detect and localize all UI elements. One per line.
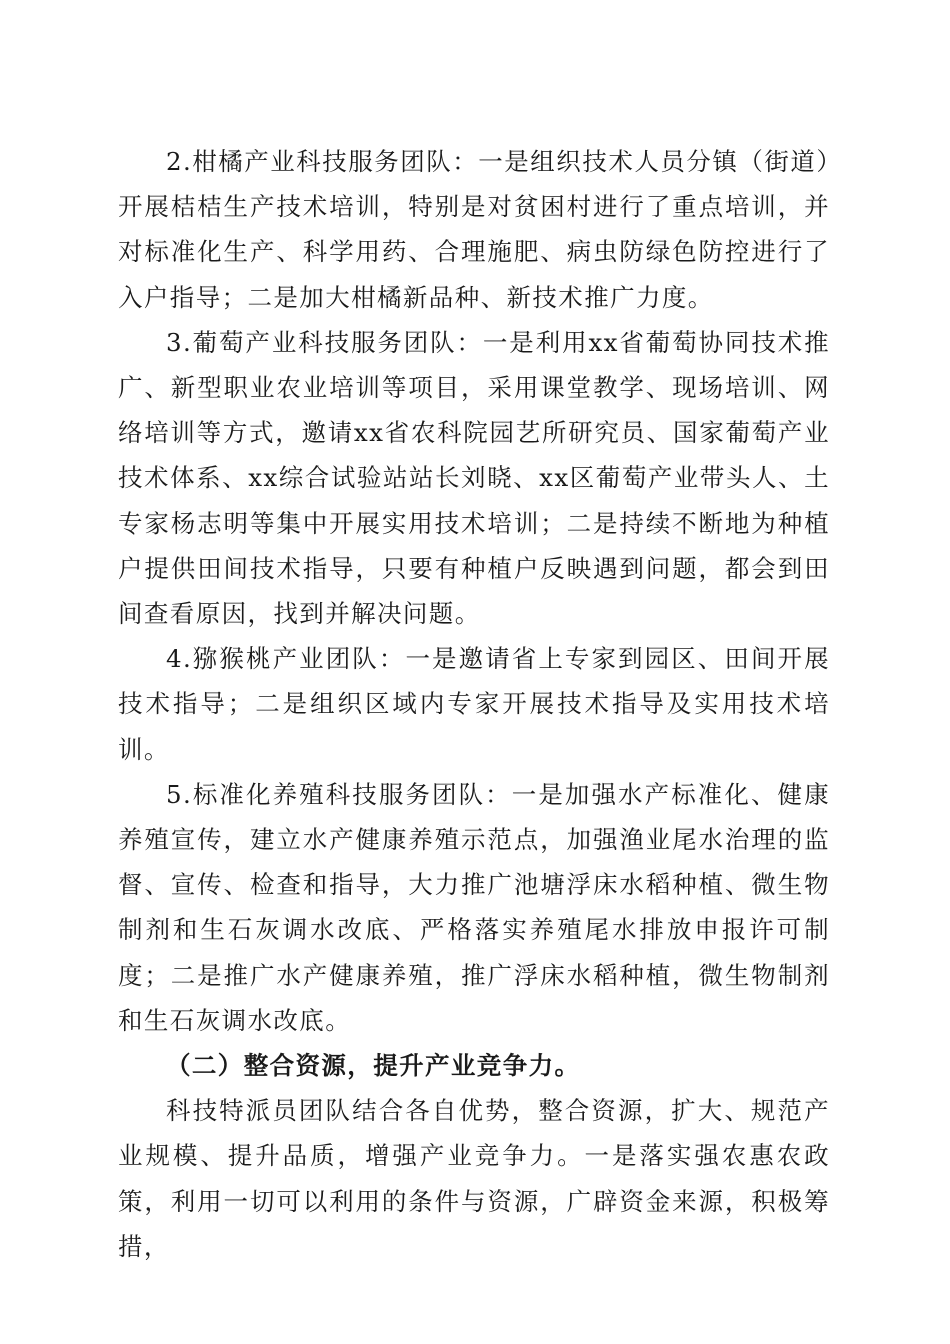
paragraph-resource-integration: 科技特派员团队结合各自优势，整合资源，扩大、规范产业规模、提升品质，增强产业竞争力。一是落实强农惠农政策，利用一切可以利用的条件与资源，广辟资金来源，积极筹措，	[118, 1096, 830, 1261]
document-body	[118, 139, 830, 1269]
paragraph-kiwi-team: 4.猕猴桃产业团队：一是邀请省上专家到园区、田间开展技术指导；二是组织区域内专家开展技术指导及实用技术培训。	[118, 644, 830, 764]
paragraph-citrus-team: 2.柑橘产业科技服务团队：一是组织技术人员分镇（街道）开展桔桔生产技术培训，特别是对贫困村进行了重点培训，并对标准化生产、科学用药、合理施肥、病虫防绿色防控进行了入户指导；二是加大柑橘新品种、新技术推广力度。	[118, 147, 830, 312]
section-heading: （二）整合资源，提升产业竞争力。	[166, 1051, 581, 1081]
paragraph-grape-team: 3.葡萄产业科技服务团队：一是利用xx省葡萄协同技术推广、新型职业农业培训等项目，采用课堂教学、现场培训、网络培训等方式，邀请xx省农科院园艺所研究员、国家葡萄产业技术体系、xx综合试验站站长刘晓、xx区葡萄产业带头人、土专家杨志明等集中开展实用技术培训；二是持续不断地为种植户提供田间技术指导，只要有种植户反映遇到问题，都会到田间查看原因，找到并解决问题。	[118, 327, 830, 629]
paragraph-aquaculture-team: 5.标准化养殖科技服务团队：一是加强水产标准化、健康养殖宣传，建立水产健康养殖示范点，加强渔业尾水治理的监督、宣传、检查和指导，大力推广池塘浮床水稻种植、微生物制剂和生石灰调水改底、严格落实养殖尾水排放申报许可制度；二是推广水产健康养殖，推广浮床水稻种植，微生物制剂和生石灰调水改底。	[118, 779, 830, 1035]
